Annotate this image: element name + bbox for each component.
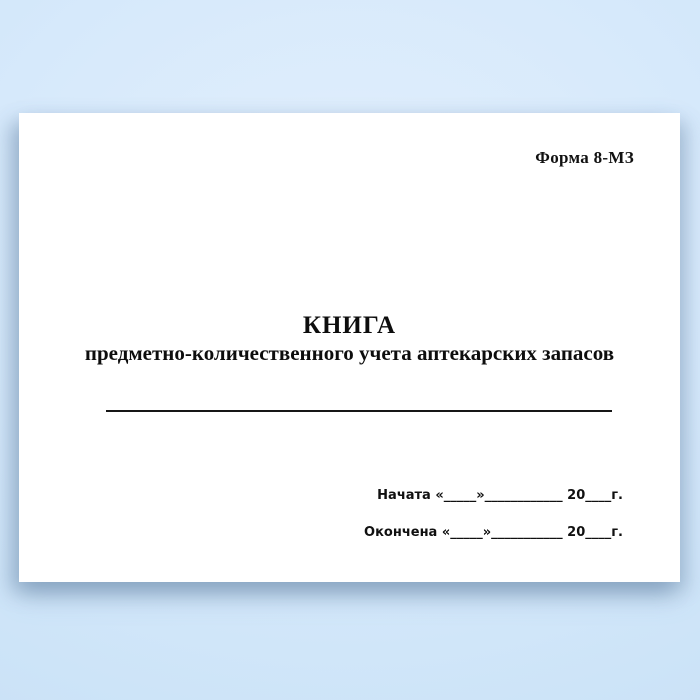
document-title: КНИГА — [302, 312, 397, 339]
document-cover-page — [19, 113, 680, 582]
document-subtitle: предметно-количественного учета аптекарских запасов — [84, 341, 615, 365]
form-code-label: Форма 8-МЗ — [535, 148, 634, 167]
organization-blank-fill-line — [106, 410, 612, 412]
date-started-line: Начата «_____»____________ 20____г. — [377, 488, 623, 503]
date-finished-line: Окончена «_____»___________ 20____г. — [364, 525, 623, 540]
